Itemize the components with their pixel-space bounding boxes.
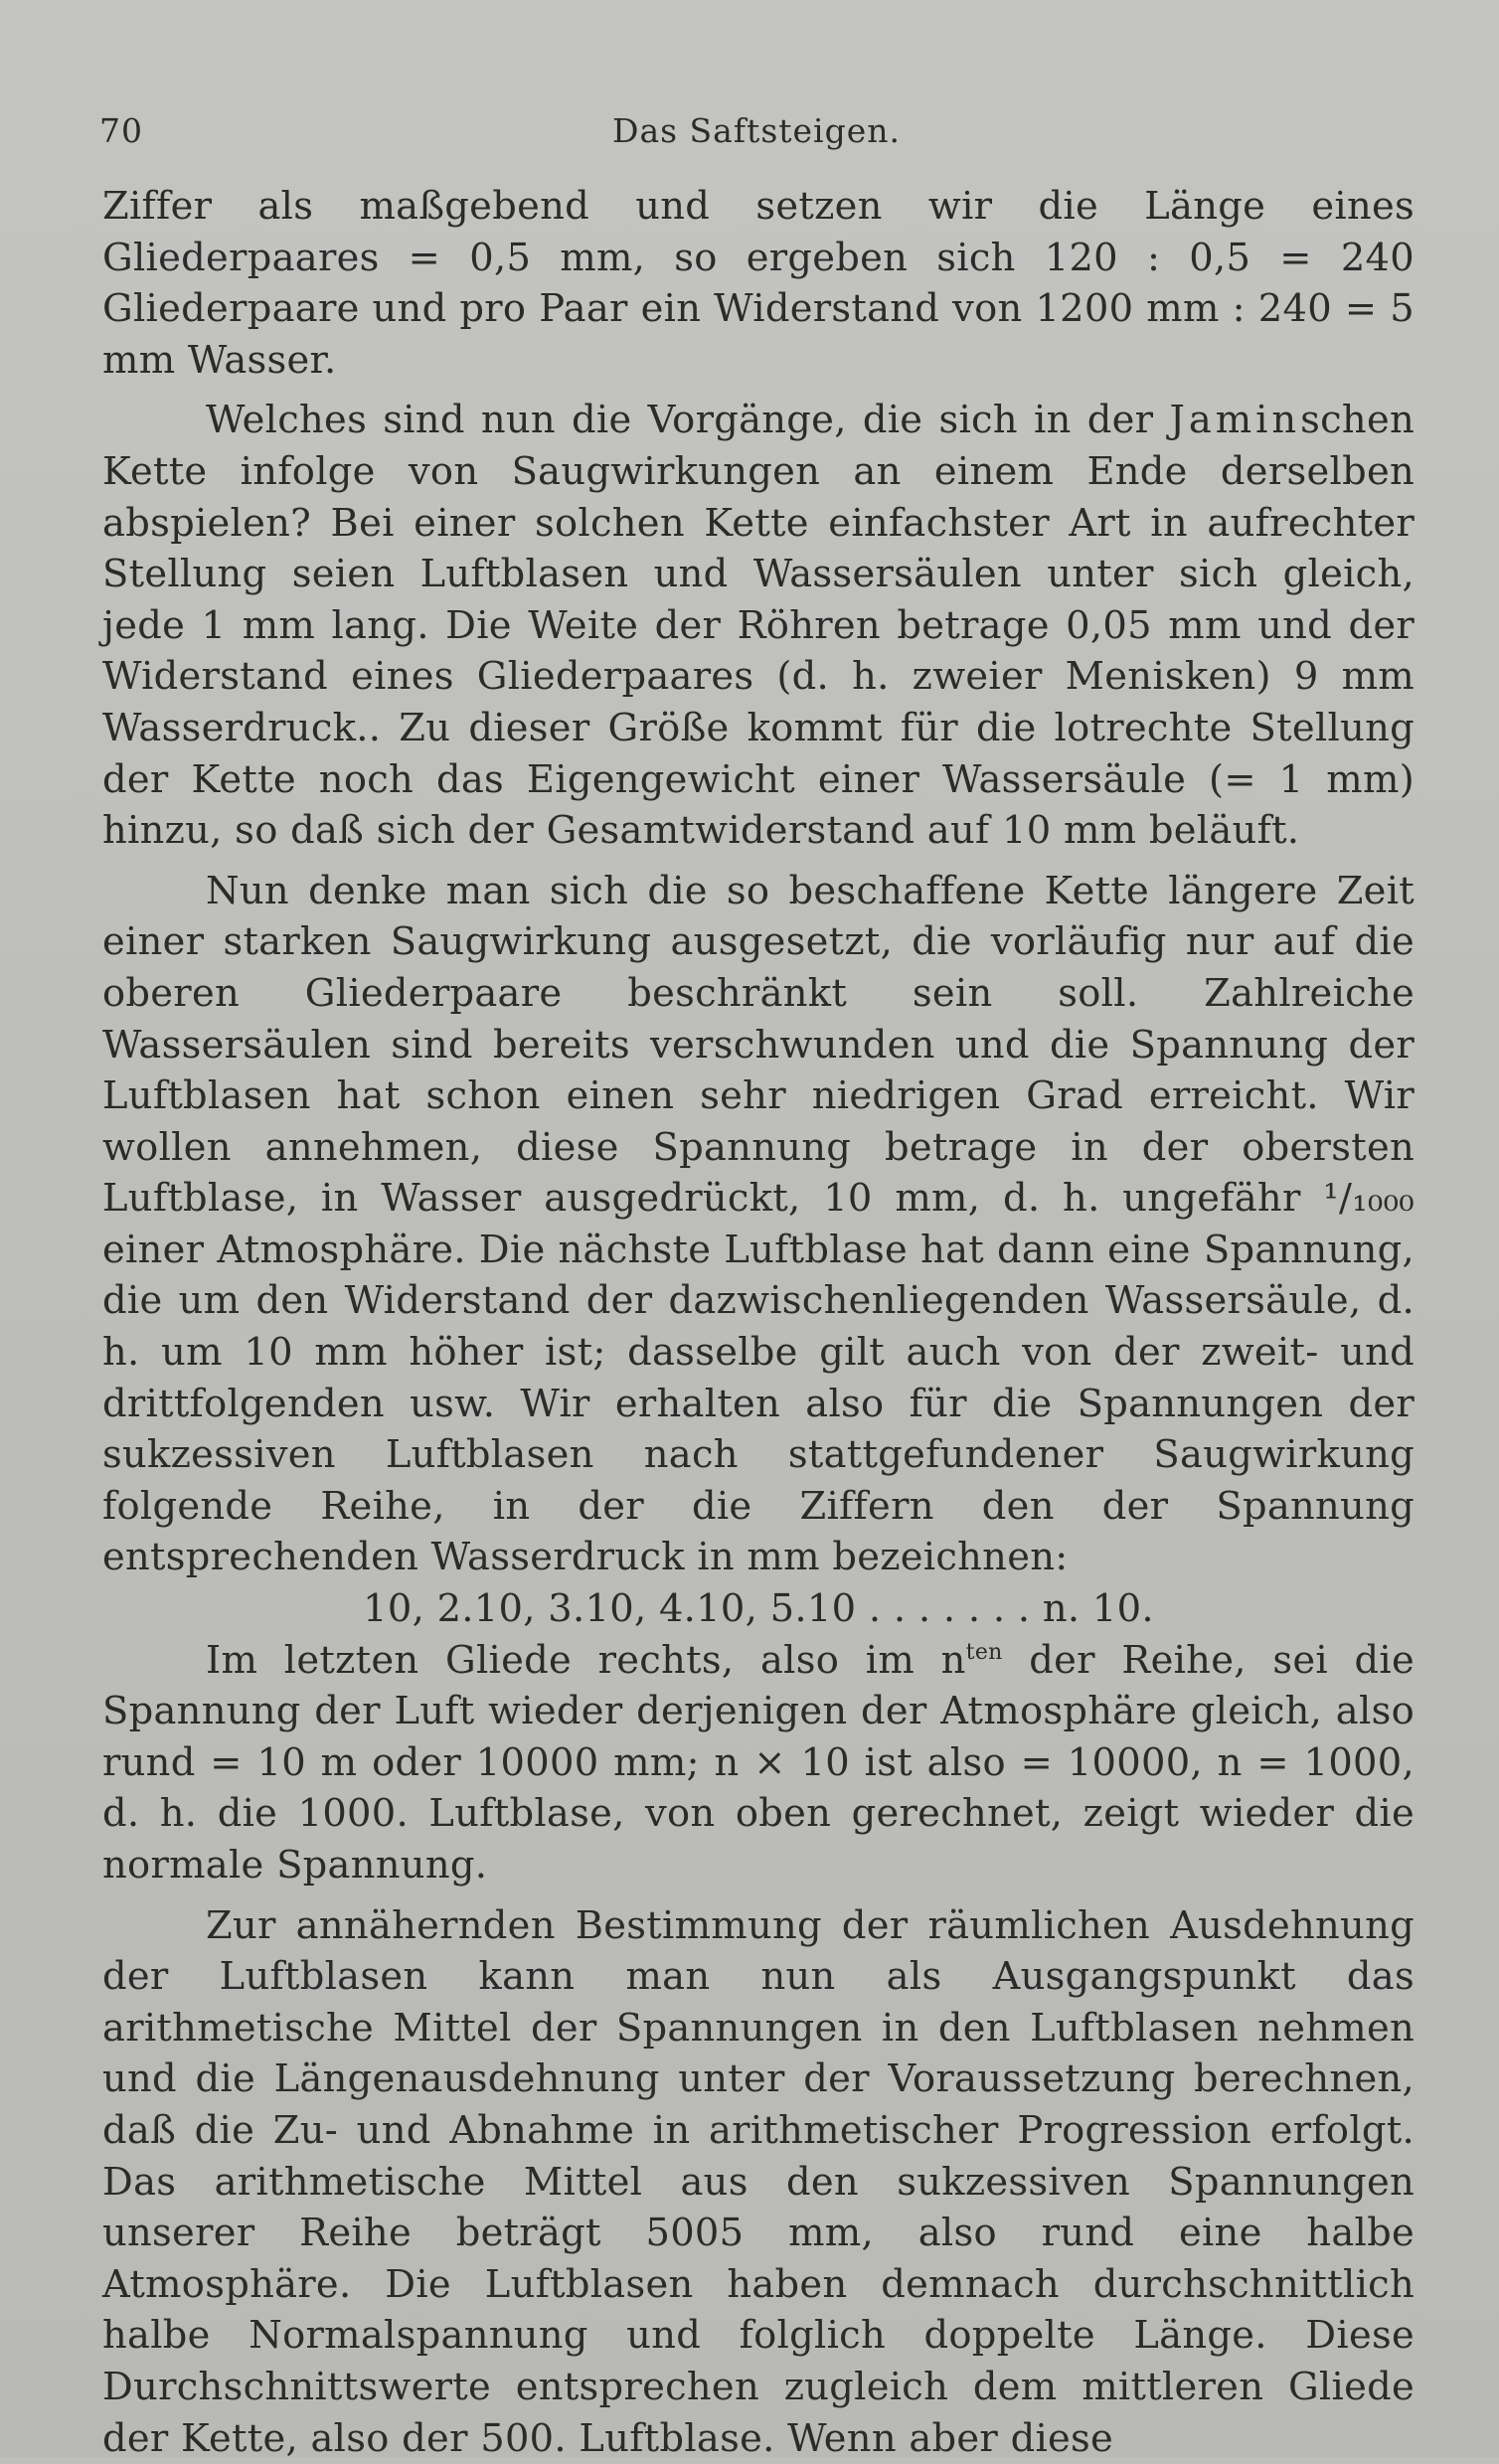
ordinal-superscript: ten [965, 1639, 1003, 1665]
paragraph-5: Zur annähernden Bestimmung der räumlichen Ausdehnung der Luftblasen kann man nun als Ausgangspunkt das arithmetische Mittel der Spannungen in den Luftblasen nehmen und die Längenausdehnung unter der Voraussetzung berechnen, daß die Zu- und Abnahme in arithmetischer Progression erfolgt. Das arithmetische Mittel aus den sukzessiven Spannungen unserer Reihe beträgt 5005 mm, also rund eine halbe Atmosphäre. Die Luftblasen haben demnach durchschnittlich halbe Normalspannung und folglich doppelte Länge. Diese Durchschnittswerte entsprechen zugleich dem mittleren Gliede der Kette, also der 500. Luftblase. Wenn aber diese [102, 1902, 1415, 2461]
paragraph-4-start: Im letzten Gliede rechts, also im n [206, 1637, 966, 1683]
running-title: Das Saftsteigen. [612, 111, 901, 150]
paragraph-2 [102, 395, 1415, 856]
body-text [102, 181, 1415, 2464]
author-name-jamin: Jamin [1169, 398, 1301, 443]
number-series: 10, 2.10, 3.10, 4.10, 5.10 . . . . . . . n. 10. [363, 1586, 1154, 1632]
paragraph-4 [102, 1635, 1415, 1891]
page-number: 70 [99, 111, 143, 150]
paragraph-2-rest: schen Kette infolge von Saugwirkungen an einem Ende derselben abspielen? Bei einer solchen Kette einfachster Art in aufrechter Stellung seien Luftblasen und Wassersäulen unter sich gleich, jede 1 mm lang. Die Weite der Röhren betrage 0,05 mm und der Widerstand eines Gliederpaares (d. h. zweier Menisken) 9 mm Wasserdruck.. Zu dieser Größe kommt für die lotrechte Stellung der Kette noch das Eigengewicht einer Wassersäule (= 1 mm) hinzu, so daß sich der Gesamtwiderstand auf 10 mm beläuft. [102, 398, 1415, 854]
page-header [99, 111, 1414, 161]
paragraph-3: Nun denke man sich die so beschaffene Kette längere Zeit einer starken Saugwirkung ausgesetzt, die vorläufig nur auf die oberen Gliederpaare beschränkt sein soll. Zahlreiche Wassersäulen sind bereits verschwunden und die Spannung der Luftblasen hat schon einen sehr niedrigen Grad erreicht. Wir wollen annehmen, diese Spannung betrage in der obersten Luftblase, in Wasser ausgedrückt, 10 mm, d. h. ungefähr ¹/₁₀₀₀ einer Atmosphäre. Die nächste Luftblase hat dann eine Spannung, die um den Widerstand der dazwischenliegenden Wassersäule, d. h. um 10 mm höher ist; dasselbe gilt auch von der zweit- und drittfolgenden usw. Wir erhalten also für die Spannungen der sukzessiven Luftblasen nach stattgefundener Saugwirkung folgende Reihe, in der die Ziffern den der Spannung entsprechenden Wasserdruck in mm bezeichnen: [102, 868, 1415, 1580]
paragraph-4-rest: der Reihe, sei die Spannung der Luft wieder derjenigen der Atmosphäre gleich, also rund = 10 m oder 10000 mm; n × 10 ist also = 10000, n = 1000, d. h. die 1000. Luftblase, von oben gerechnet, zeigt wieder die normale Spannung. [102, 1637, 1415, 1888]
paragraph-2-start: Welches sind nun die Vorgänge, die sich in der [206, 398, 1170, 443]
paragraph-1: Ziffer als maßgebend und setzen wir die Länge eines Gliederpaares = 0,5 mm, so ergeben sich 120 : 0,5 = 240 Gliederpaare und pro Paar ein Widerstand von 1200 mm : 240 = 5 mm Wasser. [102, 184, 1415, 383]
